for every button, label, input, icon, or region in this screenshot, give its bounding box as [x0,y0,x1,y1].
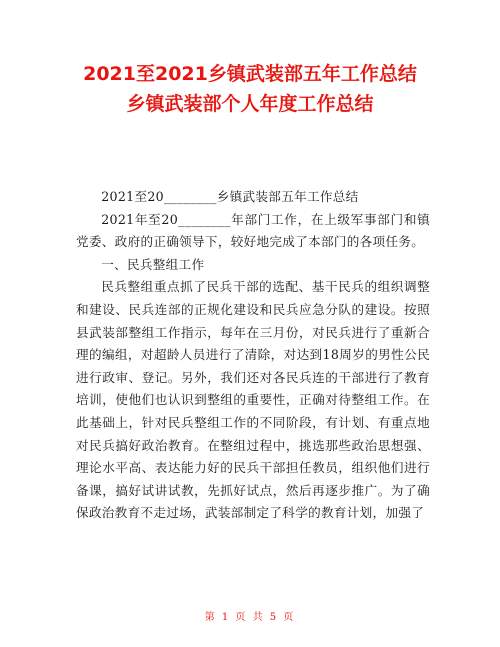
document-body [76,186,430,525]
document-title-line-2: 乡镇武装部个人年度工作总结 [126,93,374,115]
paragraph-heading-line: 2021至20________乡镇武装部五年工作总结 [101,189,359,204]
page-footer: 第 1 页 共 5 页 [204,612,296,623]
paragraph-intro: 2021年至20________年部门工作，在上级军事部门和镇党委、政府的正确领导下，较好地完成了本部门的各项任务。 [76,211,430,250]
paragraph-militia-work: 民兵整组重点抓了民兵干部的选配、基干民兵的组织调整和建设、民兵连部的正规化建设和民兵应急分队的建设。按照县武装部整组工作指示，每年在三月份，对民兵进行了重新合理的编组，对超龄人员进行了清除，对达到18周岁的男性公民进行政审、登记。另外，我们还对各民兵连的干部进行了教育培训，使他们也认识到整组的重要性，正确对待整组工作。在此基础上，针对民兵整组工作的不同阶段，有计划、有重点地对民兵搞好政治教育。在整组过程中，挑选那些政治思想强、理论水平高、表达能力好的民兵干部担任教员，组织他们进行备课，搞好试讲试教，先抓好试点，然后再逐步推广。为了确保政治教育不走过场，武装部制定了科学的教育计划，加强了 [76,279,430,521]
section-heading-militia: 一、民兵整组工作 [101,256,205,272]
document-title-line-1: 2021至2021乡镇武装部五年工作总结 [83,63,417,85]
